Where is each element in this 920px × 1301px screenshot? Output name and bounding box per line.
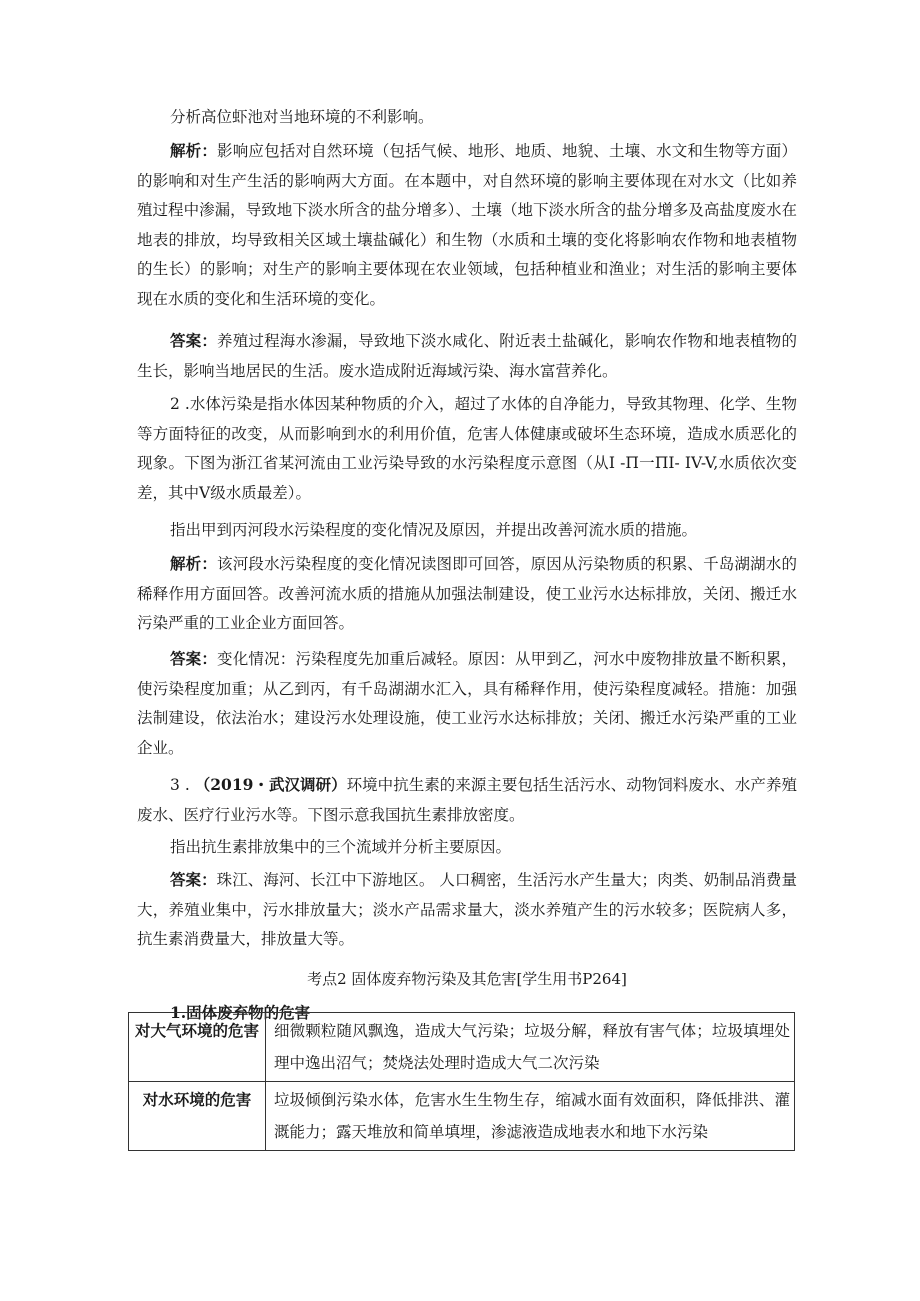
analysis-paragraph <box>137 136 797 314</box>
table-row-header: 对水环境的危害 <box>129 1082 266 1151</box>
answer-text: 养殖过程海水渗漏，导致地下淡水咸化、附近表土盐碱化，影响农作物和地表植物的生长，影响当地居民的生活。废水造成附近海域污染、海水富营养化。 <box>137 332 797 380</box>
answer-paragraph <box>137 326 797 386</box>
analysis-label: 解析： <box>170 554 218 573</box>
analysis-text: 该河段水污染程度的变化情况读图即可回答，原因从污染物质的积累、千岛湖湖水的稀释作用方面回答。改善河流水质的措施从加强法制建设，使工业污水达标排放，关闭、搬迁水污染严重的工业企业方面回答。 <box>137 555 797 632</box>
subsection-heading: 1.固体废弃物的危害 <box>170 1003 311 1022</box>
table-row-header: 对大气环境的危害 <box>129 1013 266 1082</box>
answer-label: 答案： <box>170 331 218 350</box>
analysis-label: 解析： <box>170 141 218 160</box>
answer-2-paragraph <box>137 644 797 763</box>
analysis-2-paragraph <box>137 549 797 639</box>
table-row <box>129 1013 795 1082</box>
analysis-text: 影响应包括对自然环境（包括气候、地形、地质、地貌、土壤、水文和生物等方面）的影响和对生产生活的影响两大方面。在本题中，对自然环境的影响主要体现在对水文（比如养殖过程中渗漏，导致地下淡水所含的盐分增多）、土壤（地下淡水所含的盐分增多及高盐度废水在地表的排放，均导致相关区域土壤盐碱化）和生物（水质和土壤的变化将影响农作物和地表植物的生长）的影响；对生产的影响主要体现在农业领域，包括种植业和渔业；对生活的影响主要体现在水质的变化和生活环境的变化。 <box>137 142 797 308</box>
answer-label: 答案： <box>170 649 218 668</box>
question-source: （2019・武汉调研） <box>194 775 347 794</box>
section-heading: 考点2 固体废弃物污染及其危害[学生用书P264] <box>307 970 627 988</box>
question-2-paragraph: 2 .水体污染是指水体因某种物质的介入，超过了水体的自净能力，导致其物理、化学、生物等方面特征的改变，从而影响到水的利用价值，危害人体健康或破坏生态环境，造成水质恶化的现象。下图为浙江省某河流由工业污染导致的水污染程度示意图（从I -П一ПI- IV-V,水质依次变差，其中V级水质最差）。 <box>137 395 797 502</box>
answer-text: 珠江、海河、长江中下游地区。 人口稠密，生活污水产生量大；肉类、奶制品消费量大，养殖业集中，污水排放量大；淡水产品需求量大，淡水养殖产生的污水较多；医院病人多，抗生素消费量大，排放量大等。 <box>137 871 797 948</box>
question-number: 3 . <box>170 776 190 794</box>
hazard-table <box>128 1012 795 1151</box>
answer-text: 变化情况：污染程度先加重后减轻。原因：从甲到乙，河水中废物排放量不断积累，使污染程度加重；从乙到丙，有千岛湖湖水汇入，具有稀释作用，使污染程度减轻。措施：加强法制建设，依法治水；建设污水处理设施，使工业污水达标排放；关闭、搬迁水污染严重的工业企业。 <box>137 650 797 757</box>
question-text: 环境中抗生素的来源主要包括生活污水、动物饲料废水、水产养殖废水、医疗行业污水等。下图示意我国抗生素排放密度。 <box>137 776 797 824</box>
answer-3-paragraph <box>137 865 797 955</box>
question-prompt: 分析高位虾池对当地环境的不利影响。 <box>170 108 434 126</box>
answer-label: 答案： <box>170 870 217 889</box>
table-row-content: 细微颗粒随风飘逸，造成大气污染；垃圾分解，释放有害气体；垃圾填埋处理中逸出沼气；焚烧法处理时造成大气二次污染 <box>266 1013 795 1082</box>
question-2-task: 指出甲到丙河段水污染程度的变化情况及原因，并提出改善河流水质的措施。 <box>170 521 698 539</box>
table-row <box>129 1082 795 1151</box>
question-3-task: 指出抗生素排放集中的三个流域并分析主要原因。 <box>170 838 512 856</box>
table-row-content: 垃圾倾倒污染水体，危害水生生物生存，缩减水面有效面积，降低排洪、灌溉能力；露天堆放和简单填埋，渗滤液造成地表水和地下水污染 <box>266 1082 795 1151</box>
question-3-paragraph <box>137 770 797 830</box>
